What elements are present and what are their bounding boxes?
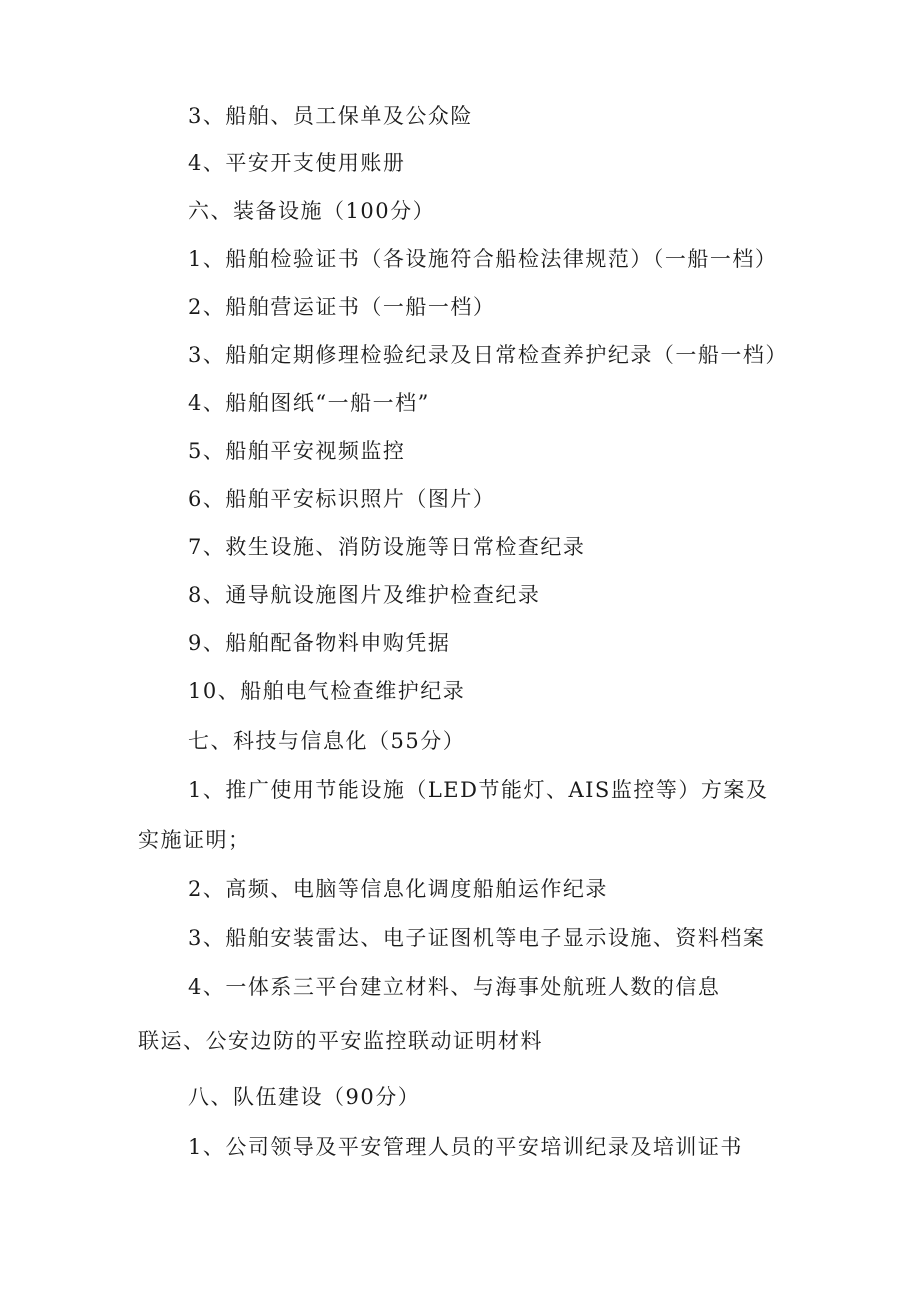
list-item: 2、高频、电脑等信息化调度船舶运作纪录 <box>188 877 608 901</box>
list-item: 8、通导航设施图片及维护检查纪录 <box>188 583 541 607</box>
list-item: 9、船舶配备物料申购凭据 <box>188 631 451 655</box>
list-item: 7、救生设施、消防设施等日常检查纪录 <box>188 535 586 559</box>
list-item: 4、平安开支使用账册 <box>188 151 406 175</box>
list-item: 4、一体系三平台建立材料、与海事处航班人数的信息 <box>188 975 721 999</box>
list-item-continuation: 联运、公安边防的平安监控联动证明材料 <box>138 1029 543 1053</box>
section-heading: 七、科技与信息化（55分） <box>188 729 466 753</box>
list-item: 10、船舶电气检查维护纪录 <box>188 679 466 703</box>
list-item: 1、公司领导及平安管理人员的平安培训纪录及培训证书 <box>188 1135 743 1159</box>
list-item: 6、船舶平安标识照片（图片） <box>188 487 496 511</box>
list-item: 2、船舶营运证书（一船一档） <box>188 295 496 319</box>
list-item: 1、推广使用节能设施（LED节能灯、AIS监控等）方案及 <box>188 778 769 802</box>
list-item-continuation: 实施证明； <box>138 828 251 852</box>
list-item: 3、船舶安装雷达、电子证图机等电子显示设施、资料档案 <box>188 926 766 950</box>
list-item: 5、船舶平安视频监控 <box>188 439 406 463</box>
list-item: 3、船舶、员工保单及公众险 <box>188 104 473 128</box>
section-heading: 六、装备设施（100分） <box>188 199 436 223</box>
list-item: 3、船舶定期修理检验纪录及日常检查养护纪录（一船一档） <box>188 343 788 367</box>
section-heading: 八、队伍建设（90分） <box>188 1085 421 1109</box>
list-item: 1、船舶检验证书（各设施符合船检法律规范）（一船一档） <box>188 247 778 271</box>
list-item: 4、船舶图纸“一船一档” <box>188 391 430 415</box>
